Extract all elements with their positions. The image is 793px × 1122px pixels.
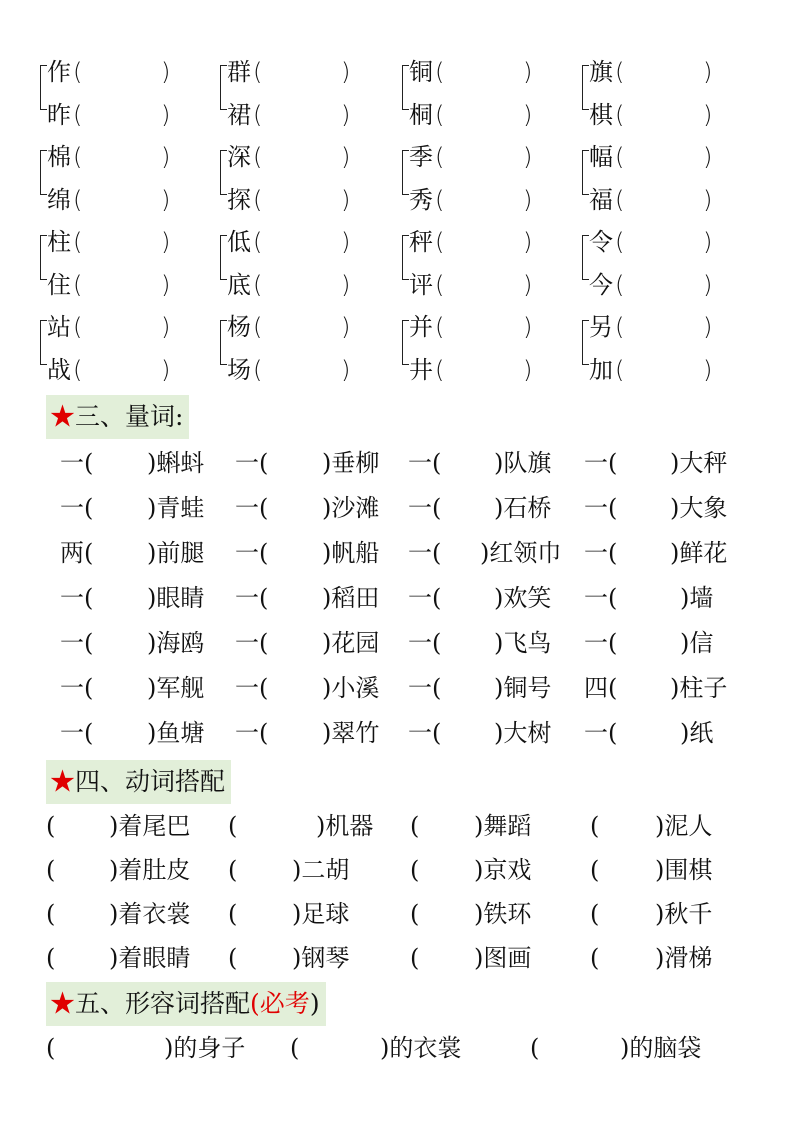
blank-suffix: )花园 (322, 629, 380, 657)
blank-suffix: )着衣裳 (109, 900, 191, 928)
pair-character: 深 (227, 143, 251, 171)
blank-suffix: )鲜花 (670, 539, 728, 567)
blank-suffix: )钢琴 (292, 944, 350, 972)
section5-title: 五、形容词搭配 (75, 989, 251, 1018)
close-paren: ) (161, 186, 171, 214)
pair-character: 杨 (227, 313, 251, 341)
open-paren: ( (435, 101, 445, 129)
open-paren: ( (615, 186, 625, 214)
blank-suffix: )红领巾 (480, 539, 562, 567)
blank-suffix: )秋千 (655, 900, 713, 928)
blank-suffix: )大树 (494, 719, 552, 747)
blank-prefix: 一( (408, 539, 442, 567)
open-paren: ( (253, 356, 263, 384)
open-paren: ( (253, 313, 263, 341)
close-paren: ) (523, 271, 533, 299)
close-paren: ) (523, 313, 533, 341)
pair-character: 昨 (47, 101, 71, 129)
bracket-bottom (582, 87, 589, 110)
blank-suffix: )的脑袋 (620, 1034, 702, 1062)
pair-character: 令 (589, 228, 613, 256)
blank-suffix: )青蛙 (147, 494, 205, 522)
close-paren: ) (341, 58, 351, 86)
blank-prefix: 一( (235, 629, 269, 657)
close-paren: ) (703, 228, 713, 256)
pair-character: 秤 (409, 228, 433, 256)
open-paren: ( (435, 313, 445, 341)
blank-suffix: )前腿 (147, 539, 205, 567)
pair-character: 旗 (589, 58, 613, 86)
blank-suffix: )帆船 (322, 539, 380, 567)
blank-prefix: 一( (235, 494, 269, 522)
pair-character: 并 (409, 313, 433, 341)
blank-prefix: 一( (408, 494, 442, 522)
bracket-bottom (40, 342, 47, 365)
open-paren: ( (73, 58, 83, 86)
blank-prefix: 两( (60, 539, 94, 567)
blank-suffix: )着眼睛 (109, 944, 191, 972)
blank-suffix: )纸 (680, 719, 714, 747)
blank-suffix: )欢笑 (494, 584, 552, 612)
blank-prefix: 一( (584, 719, 618, 747)
pair-character: 探 (227, 186, 251, 214)
section5-note-close: ) (309, 989, 320, 1018)
pair-character: 裙 (227, 101, 251, 129)
blank-prefix: 一( (584, 449, 618, 477)
pair-character: 季 (409, 143, 433, 171)
close-paren: ) (161, 143, 171, 171)
open-paren: ( (615, 356, 625, 384)
blank-suffix: )大秤 (670, 449, 728, 477)
open-paren: ( (253, 186, 263, 214)
open-paren: ( (615, 228, 625, 256)
bracket-bottom (220, 257, 227, 280)
open-paren: ( (435, 356, 445, 384)
star-icon: ★ (50, 989, 76, 1018)
blank-prefix: 一( (60, 584, 94, 612)
blank-prefix: 四( (584, 674, 618, 702)
blank-prefix: 一( (584, 494, 618, 522)
blank-prefix: 一( (235, 539, 269, 567)
open-paren: ( (253, 143, 263, 171)
blank-prefix: ( (530, 1034, 540, 1062)
blank-prefix: ( (228, 900, 238, 928)
pair-character: 评 (409, 271, 433, 299)
blank-prefix: 一( (235, 719, 269, 747)
bracket-top (220, 320, 227, 343)
blank-prefix: 一( (408, 674, 442, 702)
blank-suffix: )着尾巴 (109, 812, 191, 840)
open-paren: ( (73, 228, 83, 256)
blank-suffix: )鱼塘 (147, 719, 205, 747)
pair-character: 战 (47, 356, 71, 384)
blank-prefix: ( (46, 812, 56, 840)
pair-character: 站 (47, 313, 71, 341)
blank-suffix: )机器 (316, 812, 374, 840)
close-paren: ) (703, 143, 713, 171)
blank-suffix: )的衣裳 (380, 1034, 462, 1062)
open-paren: ( (435, 228, 445, 256)
close-paren: ) (341, 228, 351, 256)
pair-character: 幅 (589, 143, 613, 171)
open-paren: ( (435, 271, 445, 299)
bracket-top (402, 150, 409, 173)
blank-prefix: ( (590, 812, 600, 840)
blank-suffix: )小溪 (322, 674, 380, 702)
close-paren: ) (703, 101, 713, 129)
blank-prefix: 一( (408, 584, 442, 612)
bracket-top (582, 65, 589, 88)
open-paren: ( (73, 143, 83, 171)
close-paren: ) (341, 271, 351, 299)
close-paren: ) (523, 143, 533, 171)
close-paren: ) (703, 356, 713, 384)
blank-suffix: )着肚皮 (109, 856, 191, 884)
open-paren: ( (73, 356, 83, 384)
blank-suffix: )信 (680, 629, 714, 657)
section5-note-open: ( (250, 989, 260, 1018)
blank-prefix: ( (228, 856, 238, 884)
bracket-bottom (220, 172, 227, 195)
pair-character: 群 (227, 58, 251, 86)
close-paren: ) (161, 313, 171, 341)
blank-prefix: ( (46, 856, 56, 884)
close-paren: ) (161, 228, 171, 256)
bracket-top (40, 150, 47, 173)
close-paren: ) (161, 101, 171, 129)
star-icon: ★ (50, 402, 76, 431)
close-paren: ) (703, 186, 713, 214)
pair-character: 棉 (47, 143, 71, 171)
section3-title: 三、量词: (75, 402, 184, 431)
blank-prefix: 一( (408, 449, 442, 477)
blank-suffix: )京戏 (474, 856, 532, 884)
bracket-top (40, 65, 47, 88)
blank-suffix: )沙滩 (322, 494, 380, 522)
bracket-top (582, 150, 589, 173)
open-paren: ( (435, 186, 445, 214)
open-paren: ( (73, 101, 83, 129)
blank-prefix: 一( (60, 494, 94, 522)
blank-suffix: )翠竹 (322, 719, 380, 747)
bracket-bottom (402, 342, 409, 365)
bracket-bottom (40, 257, 47, 280)
bracket-top (220, 235, 227, 258)
blank-suffix: )足球 (292, 900, 350, 928)
close-paren: ) (523, 58, 533, 86)
blank-prefix: ( (410, 812, 420, 840)
blank-prefix: ( (410, 856, 420, 884)
open-paren: ( (73, 313, 83, 341)
close-paren: ) (161, 356, 171, 384)
blank-prefix: 一( (584, 584, 618, 612)
blank-suffix: )队旗 (494, 449, 552, 477)
blank-prefix: ( (590, 900, 600, 928)
bracket-bottom (220, 87, 227, 110)
pair-character: 柱 (47, 228, 71, 256)
bracket-top (582, 235, 589, 258)
close-paren: ) (703, 58, 713, 86)
open-paren: ( (73, 186, 83, 214)
bracket-top (402, 65, 409, 88)
pair-character: 棋 (589, 101, 613, 129)
open-paren: ( (435, 143, 445, 171)
blank-prefix: ( (590, 856, 600, 884)
blank-suffix: )铁环 (474, 900, 532, 928)
bracket-top (402, 320, 409, 343)
close-paren: ) (161, 58, 171, 86)
bracket-bottom (582, 257, 589, 280)
pair-character: 今 (589, 271, 613, 299)
open-paren: ( (253, 58, 263, 86)
bracket-top (40, 320, 47, 343)
close-paren: ) (341, 356, 351, 384)
blank-suffix: )墙 (680, 584, 714, 612)
blank-prefix: 一( (60, 674, 94, 702)
close-paren: ) (341, 186, 351, 214)
blank-prefix: ( (290, 1034, 300, 1062)
pair-character: 桐 (409, 101, 433, 129)
pair-character: 绵 (47, 186, 71, 214)
blank-suffix: )滑梯 (655, 944, 713, 972)
pair-character: 福 (589, 186, 613, 214)
bracket-bottom (402, 172, 409, 195)
open-paren: ( (615, 143, 625, 171)
bracket-bottom (40, 172, 47, 195)
close-paren: ) (523, 101, 533, 129)
bracket-bottom (40, 87, 47, 110)
close-paren: ) (161, 271, 171, 299)
blank-prefix: ( (46, 900, 56, 928)
blank-prefix: 一( (584, 539, 618, 567)
bracket-bottom (582, 172, 589, 195)
blank-suffix: )眼睛 (147, 584, 205, 612)
blank-prefix: 一( (60, 449, 94, 477)
bracket-top (402, 235, 409, 258)
blank-suffix: )大象 (670, 494, 728, 522)
blank-suffix: )柱子 (670, 674, 728, 702)
close-paren: ) (341, 101, 351, 129)
blank-suffix: )铜号 (494, 674, 552, 702)
open-paren: ( (615, 313, 625, 341)
blank-suffix: )围棋 (655, 856, 713, 884)
blank-suffix: )的身子 (164, 1034, 246, 1062)
open-paren: ( (253, 101, 263, 129)
blank-prefix: ( (46, 1034, 56, 1062)
close-paren: ) (523, 186, 533, 214)
blank-prefix: 一( (235, 449, 269, 477)
blank-suffix: )垂柳 (322, 449, 380, 477)
blank-prefix: 一( (584, 629, 618, 657)
blank-prefix: ( (228, 812, 238, 840)
blank-prefix: ( (410, 900, 420, 928)
pair-character: 住 (47, 271, 71, 299)
pair-character: 低 (227, 228, 251, 256)
section4-title: 四、动词搭配 (75, 767, 226, 796)
blank-prefix: 一( (408, 719, 442, 747)
blank-suffix: )泥人 (655, 812, 713, 840)
blank-prefix: ( (590, 944, 600, 972)
blank-suffix: )飞鸟 (494, 629, 552, 657)
blank-prefix: 一( (235, 584, 269, 612)
open-paren: ( (435, 58, 445, 86)
pair-character: 铜 (409, 58, 433, 86)
section5-note: 必考 (259, 989, 310, 1018)
pair-character: 作 (47, 58, 71, 86)
open-paren: ( (253, 228, 263, 256)
section5-header (46, 982, 326, 1026)
star-icon: ★ (50, 767, 76, 796)
blank-suffix: )军舰 (147, 674, 205, 702)
blank-suffix: )蝌蚪 (147, 449, 205, 477)
blank-prefix: 一( (408, 629, 442, 657)
open-paren: ( (253, 271, 263, 299)
blank-prefix: ( (228, 944, 238, 972)
bracket-bottom (220, 342, 227, 365)
close-paren: ) (341, 313, 351, 341)
blank-suffix: )石桥 (494, 494, 552, 522)
pair-character: 井 (409, 356, 433, 384)
pair-character: 秀 (409, 186, 433, 214)
open-paren: ( (73, 271, 83, 299)
close-paren: ) (523, 356, 533, 384)
bracket-top (220, 150, 227, 173)
close-paren: ) (523, 228, 533, 256)
blank-prefix: ( (410, 944, 420, 972)
open-paren: ( (615, 101, 625, 129)
pair-character: 加 (589, 356, 613, 384)
blank-suffix: )稻田 (322, 584, 380, 612)
blank-suffix: )舞蹈 (474, 812, 532, 840)
pair-character: 场 (227, 356, 251, 384)
close-paren: ) (703, 271, 713, 299)
close-paren: ) (341, 143, 351, 171)
blank-suffix: )图画 (474, 944, 532, 972)
blank-prefix: 一( (235, 674, 269, 702)
bracket-top (40, 235, 47, 258)
pair-character: 底 (227, 271, 251, 299)
pair-character: 另 (589, 313, 613, 341)
bracket-top (582, 320, 589, 343)
section3-header (46, 395, 189, 439)
blank-suffix: )海鸥 (147, 629, 205, 657)
bracket-bottom (582, 342, 589, 365)
blank-prefix: 一( (60, 629, 94, 657)
bracket-bottom (402, 257, 409, 280)
blank-prefix: ( (46, 944, 56, 972)
section4-header (46, 760, 231, 804)
blank-prefix: 一( (60, 719, 94, 747)
blank-suffix: )二胡 (292, 856, 350, 884)
bracket-top (220, 65, 227, 88)
open-paren: ( (615, 271, 625, 299)
bracket-bottom (402, 87, 409, 110)
open-paren: ( (615, 58, 625, 86)
close-paren: ) (703, 313, 713, 341)
